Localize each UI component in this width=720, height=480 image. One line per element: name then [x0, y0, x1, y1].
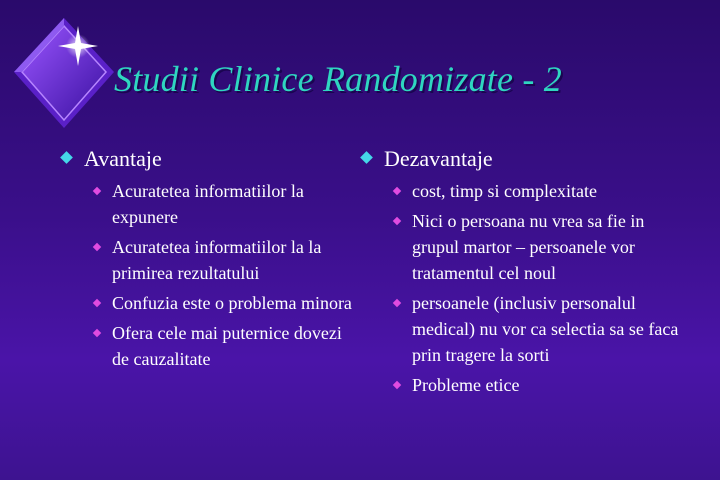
- list-item: [92, 178, 352, 230]
- advantages-heading-text: Avantaje: [84, 146, 162, 171]
- list-item-text: persoanele (inclusiv personalul medical) nu vor ca selectia sa se faca prin tragere la sorti: [412, 293, 679, 365]
- list-item: [92, 290, 352, 316]
- slide-title: Studii Clinice Randomizate - 2: [114, 59, 562, 99]
- disadvantages-heading-text: Dezavantaje: [384, 146, 493, 171]
- diamond-star-logo: [10, 16, 120, 136]
- advantages-list: [92, 178, 352, 372]
- diamond-bullet-icon: [393, 299, 401, 307]
- list-item-text: Acuratetea informatiilor la la primirea rezultatului: [112, 237, 322, 283]
- diamond-bullet-icon: [60, 151, 73, 164]
- list-item: [392, 208, 682, 286]
- list-item-text: Confuzia este o problema minora: [112, 293, 352, 313]
- list-item: [392, 372, 682, 398]
- advantages-column: [62, 144, 352, 376]
- disadvantages-list: [392, 178, 682, 398]
- diamond-bullet-icon: [393, 187, 401, 195]
- disadvantages-heading: [362, 144, 682, 174]
- list-item-text: Ofera cele mai puternice dovezi de cauzalitate: [112, 323, 342, 369]
- list-item: [92, 320, 352, 372]
- diamond-bullet-icon: [93, 299, 101, 307]
- disadvantages-column: [362, 144, 682, 402]
- diamond-bullet-icon: [93, 187, 101, 195]
- list-item-text: Probleme etice: [412, 375, 520, 395]
- diamond-bullet-icon: [360, 151, 373, 164]
- list-item-text: Nici o persoana nu vrea sa fie in grupul martor – persoanele vor tratamentul cel noul: [412, 211, 645, 283]
- list-item: [392, 290, 682, 368]
- list-item-text: cost, timp si complexitate: [412, 181, 597, 201]
- list-item: [92, 234, 352, 286]
- list-item-text: Acuratetea informatiilor la expunere: [112, 181, 304, 227]
- diamond-bullet-icon: [93, 243, 101, 251]
- advantages-heading: [62, 144, 352, 174]
- diamond-bullet-icon: [393, 217, 401, 225]
- list-item: [392, 178, 682, 204]
- diamond-bullet-icon: [93, 329, 101, 337]
- diamond-bullet-icon: [393, 381, 401, 389]
